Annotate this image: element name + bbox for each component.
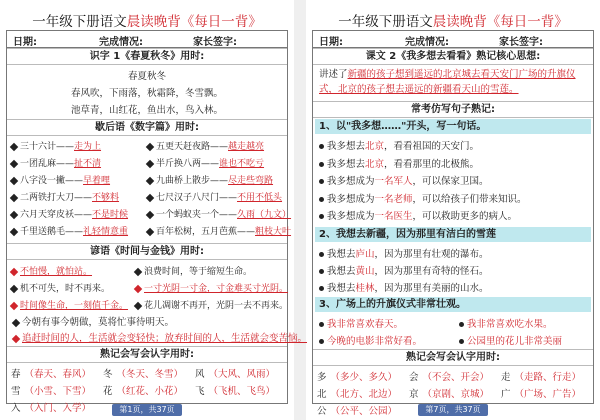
- proverb-answer: 早着哩: [83, 176, 111, 186]
- answer-suffix: ，看看那里的北极熊。: [384, 158, 480, 170]
- answer-line: [319, 173, 489, 187]
- page-title: [310, 10, 596, 30]
- proverb-item: [147, 224, 291, 237]
- proverb-item: [147, 156, 264, 169]
- bullet-icon: [319, 269, 324, 274]
- page-gap: [294, 0, 306, 420]
- word-char: 会: [409, 372, 419, 383]
- saying-item: [11, 281, 110, 294]
- bullet-icon: [146, 210, 154, 218]
- question-heading: 1、以"我多想……"开头，写一句话。: [315, 119, 591, 134]
- word-examples: （广场、广告）: [514, 389, 582, 400]
- bullet-icon: [10, 227, 18, 235]
- title-series: 晨读晚背《每日一背》: [432, 14, 568, 30]
- answer-text: 今晚的电影非常好看。: [327, 336, 423, 347]
- answer-suffix: ，可以给孩子们带来知识。: [412, 193, 527, 205]
- word-examples: （大风、风雨）: [208, 369, 276, 380]
- status-label: 完成情况:: [405, 37, 449, 48]
- proverb-item: [11, 173, 110, 186]
- title-series: 晨读晚背《每日一背》: [126, 14, 262, 30]
- answer-prefix: 我多想去: [327, 141, 366, 152]
- word-examples: （不会、开会）: [422, 372, 490, 383]
- word-char: 雪: [11, 386, 21, 397]
- proverb-item: [11, 156, 101, 169]
- answer-line: [319, 333, 422, 347]
- bullet-icon: [459, 322, 464, 327]
- word-char: 走: [501, 372, 511, 383]
- bullet-icon: [319, 144, 324, 149]
- answer-prefix: 我多想成为: [327, 211, 375, 222]
- word-char: 春: [11, 369, 21, 380]
- answer-key: 一名军人: [374, 176, 413, 187]
- word-char: 冬: [103, 369, 113, 380]
- page-number: 第1页，共37页: [112, 404, 182, 416]
- proverb-answer: 尽走些弯路: [228, 176, 274, 186]
- proverb-item: [11, 224, 128, 237]
- word-char: 公: [317, 406, 327, 417]
- answer-key: 桂林: [355, 283, 375, 294]
- bullet-icon: [319, 252, 324, 257]
- answer-line: [319, 280, 489, 294]
- answer-suffix: ，可以救助更多的病人。: [412, 211, 518, 222]
- proverb-text: 七尺汉子八尺门——: [156, 193, 238, 203]
- word-examples: （公平、公园）: [330, 406, 398, 417]
- answer-prefix: 我多想成为: [327, 193, 375, 205]
- question-heading: 3、广场上的升旗仪式非常壮观。: [315, 297, 591, 312]
- bullet-icon: [319, 162, 324, 167]
- saying-text: 浪费时间，等于缩短生命。: [144, 267, 253, 277]
- bullet-icon: [10, 301, 18, 309]
- proverb-text: 百年松树，五月芭蕉——: [156, 227, 256, 237]
- answer-line: [319, 263, 489, 277]
- answer-prefix: 我想去: [327, 266, 356, 277]
- answer-suffix: ，因为那里有奇特的怪石。: [374, 266, 489, 277]
- word-examples: （红花、小花）: [116, 386, 184, 397]
- proverb-answer: 走为上: [74, 142, 102, 152]
- proverb-text: 一团乱麻——: [20, 159, 75, 169]
- page-number: 第7页，共37页: [418, 404, 488, 416]
- word-entry: [11, 383, 91, 397]
- answer-key: 一名医生: [374, 211, 413, 222]
- word-examples: （京剧、京城）: [422, 389, 490, 400]
- word-char: 入: [11, 403, 21, 414]
- proverb-text: 九曲桥上散步——: [156, 176, 229, 186]
- answer-key: 北京: [365, 141, 385, 152]
- word-examples: （春天、春风）: [24, 369, 92, 380]
- section-title: 熟记会写会认字用时:: [7, 346, 287, 363]
- bullet-icon: [10, 142, 18, 150]
- answer-line: [459, 333, 562, 347]
- saying-item: [135, 264, 252, 277]
- proverb-text: 二两铁打大刀——: [20, 193, 93, 203]
- saying-line: 今朝有事今朝做，莫将忙事待明天。: [13, 314, 174, 328]
- bullet-icon: [10, 210, 18, 218]
- bullet-icon: [134, 301, 142, 309]
- saying-line: 追赶时间的人，生活就会变轻快；放弃时间的人，生活就会变苦恼。: [13, 330, 307, 344]
- answer-suffix: ，看看祖国的天安门。: [384, 141, 480, 152]
- answer-line: [319, 156, 479, 170]
- title-grade: 一年级下册语文: [338, 14, 433, 30]
- proverb-item: [147, 139, 264, 152]
- word-entry: [11, 400, 91, 414]
- answer-text: 我非常喜欢春天。: [327, 319, 404, 330]
- bullet-icon: [10, 284, 18, 292]
- bullet-icon: [319, 214, 324, 219]
- page-left: [4, 6, 308, 416]
- poem-line: 池草青，山红花，鱼出水，鸟入林。: [70, 105, 223, 116]
- word-examples: （走路、行走）: [514, 372, 582, 383]
- proverb-item: [11, 207, 128, 220]
- parent-sign-label: 家长签字:: [499, 37, 543, 48]
- date-label: 日期:: [319, 37, 343, 48]
- answer-suffix: ，可以保家卫国。: [412, 176, 489, 187]
- proverb-item: [147, 173, 273, 186]
- proverb-answer: 粗枝大叶: [255, 227, 292, 237]
- bullet-icon: [146, 142, 154, 150]
- proverb-item: [11, 190, 119, 203]
- saying-item: [135, 281, 288, 294]
- saying-text: 机不可失，时不再来。: [20, 284, 111, 294]
- saying-item: [11, 298, 128, 311]
- answer-key: 庐山: [355, 249, 375, 260]
- bullet-icon: [146, 176, 154, 184]
- bullet-icon: [319, 179, 324, 184]
- saying-item: [135, 298, 288, 311]
- word-entry: [317, 386, 397, 400]
- header-row: [7, 31, 287, 48]
- proverb-answer: 不用不低头: [237, 193, 283, 203]
- bullet-icon: [10, 159, 18, 167]
- bullet-icon: [459, 339, 464, 344]
- answer-suffix: ，因为那里有壮观的瀑布。: [374, 249, 489, 260]
- saying-text: 时间像生命，一刻值千金。: [20, 301, 129, 311]
- word-char: 广: [501, 389, 511, 400]
- answer-prefix: 我想去: [327, 249, 356, 260]
- word-examples: （飞机、飞鸟）: [208, 386, 276, 397]
- answer-line: [319, 316, 403, 330]
- section-title: 常考仿写句子熟记:: [313, 101, 593, 118]
- word-entry: [317, 369, 397, 383]
- parent-sign-label: 家长签字:: [193, 37, 237, 48]
- word-entry: [103, 366, 183, 380]
- proverb-answer: 礼轻情意重: [83, 227, 129, 237]
- word-examples: （入门、入学）: [24, 403, 92, 414]
- word-entry: [195, 366, 275, 380]
- word-examples: （小雪、下雪）: [24, 386, 92, 397]
- word-char: 飞: [195, 386, 205, 397]
- word-char: 花: [103, 386, 113, 397]
- bullet-icon: [146, 159, 154, 167]
- answer-key: 一名老师: [374, 193, 413, 205]
- proverb-text: 六月天穿皮袄——: [20, 210, 93, 220]
- answer-line: [319, 138, 479, 152]
- proverb-answer: 不是时候: [92, 210, 129, 220]
- answer-line: [319, 191, 527, 205]
- answer-key: 黄山: [355, 266, 375, 277]
- proverb-text: 千里送鹅毛——: [20, 227, 84, 237]
- proverb-text: 三十六计——: [20, 142, 75, 152]
- proverb-text: 五更天赶夜路——: [156, 142, 229, 152]
- header-row: [313, 31, 593, 48]
- proverb-item: [147, 207, 291, 220]
- poem-line: 春风吹，下雨落，秋霜降，冬雪飘。: [70, 88, 223, 99]
- core-idea: 讲述了新疆的孩子想到遥远的北京城去看天安门广场的升旗仪式，北京的孩子想去遥远的新疆看天山的雪莲。: [319, 69, 576, 95]
- word-entry: [501, 386, 581, 400]
- page-right: [310, 6, 596, 416]
- answer-prefix: 我想去: [327, 283, 356, 294]
- answer-line: [459, 316, 553, 330]
- proverb-answer: 越走越亮: [228, 142, 265, 152]
- proverb-item: [11, 139, 101, 152]
- page-title: [4, 10, 290, 30]
- bullet-icon: [10, 267, 18, 275]
- section-title: 识字 1《春夏秋冬》用时:: [7, 48, 287, 65]
- answer-text: 公园里的花儿非常美丽: [467, 336, 563, 347]
- word-entry: [501, 369, 581, 383]
- section-title: 课文 2《我多想去看看》熟记核心思想:: [313, 48, 593, 65]
- proverb-text: 半斤换八两——: [156, 159, 220, 169]
- word-entry: [317, 403, 397, 417]
- saying-text: 一寸光阴一寸金，寸金难买寸光阴。: [144, 284, 289, 294]
- proverb-text: 一个蚂蚁夹一个——: [156, 210, 238, 220]
- section-title: 歇后语《数字篇》用时:: [7, 119, 287, 136]
- date-label: 日期:: [13, 37, 37, 48]
- answer-suffix: ，因为那里有美丽的山水。: [374, 283, 489, 294]
- answer-line: [319, 208, 517, 222]
- section-title: 谚语《时间与金钱》用时:: [7, 243, 287, 260]
- answer-key: 北京: [365, 158, 385, 170]
- bullet-icon: [319, 197, 324, 202]
- bullet-icon: [146, 193, 154, 201]
- proverb-text: 八字没一撇——: [20, 176, 84, 186]
- word-char: 多: [317, 372, 327, 383]
- answer-line: [319, 246, 489, 260]
- bullet-icon: [319, 286, 324, 291]
- status-label: 完成情况:: [99, 37, 143, 48]
- bullet-icon: [134, 284, 142, 292]
- word-entry: [409, 369, 489, 383]
- word-examples: （冬天、冬雪）: [116, 369, 184, 380]
- saying-item: [11, 264, 92, 277]
- word-entry: [103, 383, 183, 397]
- answer-prefix: 我多想去: [327, 158, 366, 170]
- word-char: 北: [317, 389, 327, 400]
- bullet-icon: [319, 322, 324, 327]
- bullet-icon: [10, 176, 18, 184]
- bullet-icon: [146, 227, 154, 235]
- bullet-icon: [10, 193, 18, 201]
- question-heading: 2、我想去新疆，因为那里有洁白的雪莲: [315, 227, 591, 242]
- word-examples: （多少、多久）: [330, 372, 398, 383]
- word-char: 风: [195, 369, 205, 380]
- bullet-icon: [319, 339, 324, 344]
- section-title: 熟记会写会认字用时:: [313, 349, 593, 366]
- answer-prefix: 我多想成为: [327, 176, 375, 187]
- answer-text: 我非常喜欢吃水果。: [467, 319, 553, 330]
- proverb-answer: 扯不清: [74, 159, 102, 169]
- poem-line: 春夏秋冬: [127, 71, 166, 82]
- proverb-answer: 谁也不吃亏: [219, 159, 265, 169]
- bullet-icon: [134, 267, 142, 275]
- proverb-answer: 不够料: [92, 193, 120, 203]
- proverb-item: [147, 190, 282, 203]
- saying-text: 不怕慢，就怕站。: [20, 267, 93, 277]
- saying-text: 花儿凋谢不再开，光阴一去不再来。: [144, 301, 289, 311]
- word-examples: （北方、北边）: [330, 389, 398, 400]
- word-entry: [11, 366, 91, 380]
- proverb-answer: 久雨（九文）: [237, 210, 292, 220]
- word-entry: [409, 386, 489, 400]
- word-entry: [195, 383, 275, 397]
- word-char: 京: [409, 389, 419, 400]
- title-grade: 一年级下册语文: [32, 14, 127, 30]
